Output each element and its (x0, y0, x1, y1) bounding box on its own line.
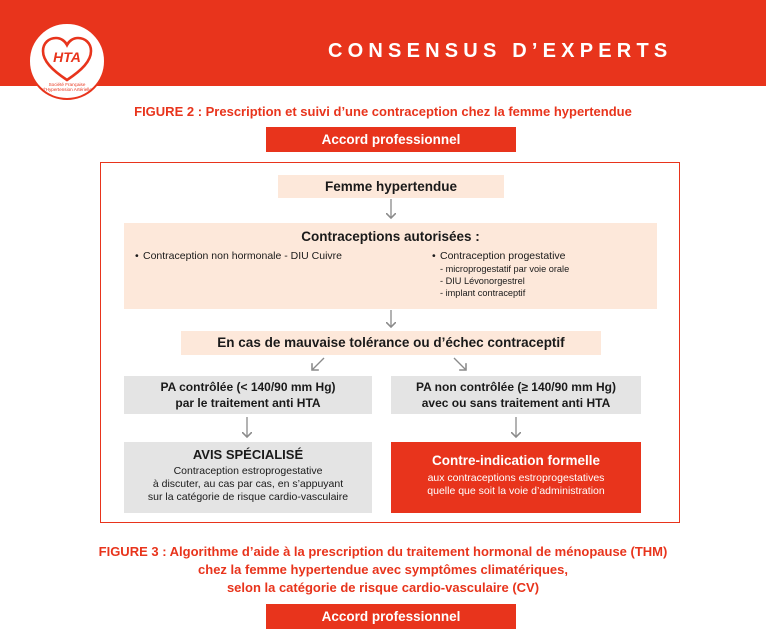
figure3-title-line: FIGURE 3 : Algorithme d’aide à la prescription du traitement hormonal de ménopause (THM) (98, 544, 668, 559)
figure3-title-line: chez la femme hypertendue avec symptômes climatériques, (198, 562, 568, 577)
figure2-title: FIGURE 2 : Prescription et suivi d’une contraception chez la femme hypertendue (134, 104, 632, 119)
controlled-line1: PA contrôlée (< 140/90 mm Hg) (160, 380, 336, 394)
authorized-heading: Contraceptions autorisées : (301, 229, 480, 244)
authorized-right-label: Contraception progestative (440, 250, 566, 262)
contraindication-heading: Contre-indication formelle (431, 453, 600, 468)
figure3-title-line: selon la catégorie de risque cardio-vasculaire (CV) (226, 580, 540, 595)
logo-subtitle: Société Française d’Hypertension Artérielle (42, 82, 92, 92)
contraindication-line: aux contraceptions estroprogestatives (427, 472, 605, 484)
header-title: CONSENSUS D’EXPERTS (328, 40, 673, 62)
specialist-line: sur la catégorie de risque cardio-vasculaire (147, 491, 349, 503)
uncontrolled-line1: PA non contrôlée (≥ 140/90 mm Hg) (416, 380, 616, 394)
start-node: Femme hypertendue (278, 175, 504, 198)
logo-text: HTA (53, 49, 81, 65)
authorized-left-label: Contraception non hormonale - DIU Cuivre (143, 250, 343, 262)
figure2-badge: Accord professionnel (266, 127, 516, 152)
failure-node: En cas de mauvaise tolérance ou d’échec contraceptif (181, 331, 601, 355)
arrow-down-right (454, 358, 466, 370)
specialist-line: à discuter, au cas par cas, en s’appuyant (152, 478, 344, 490)
authorized-left-item: • Contraception non hormonale - DIU Cuivre (135, 250, 343, 262)
authorized-right-subitem: - DIU Lévonorgestrel (440, 276, 525, 286)
contraindication-line: quelle que soit la voie d’administration (427, 485, 605, 497)
figure3-badge: Accord professionnel (266, 604, 516, 629)
authorized-right-item: • Contraception progestative (432, 250, 566, 262)
specialist-line: Contraception estroprogestative (173, 465, 323, 477)
arrow-down-left (312, 358, 324, 370)
specialist-heading: AVIS SPÉCIALISÉ (192, 447, 304, 462)
uncontrolled-line2: avec ou sans traitement anti HTA (421, 396, 611, 410)
controlled-line2: par le traitement anti HTA (175, 396, 321, 410)
authorized-right-subitem: - implant contraceptif (440, 288, 526, 298)
authorized-right-subitem: - microprogestatif par voie orale (440, 264, 570, 274)
